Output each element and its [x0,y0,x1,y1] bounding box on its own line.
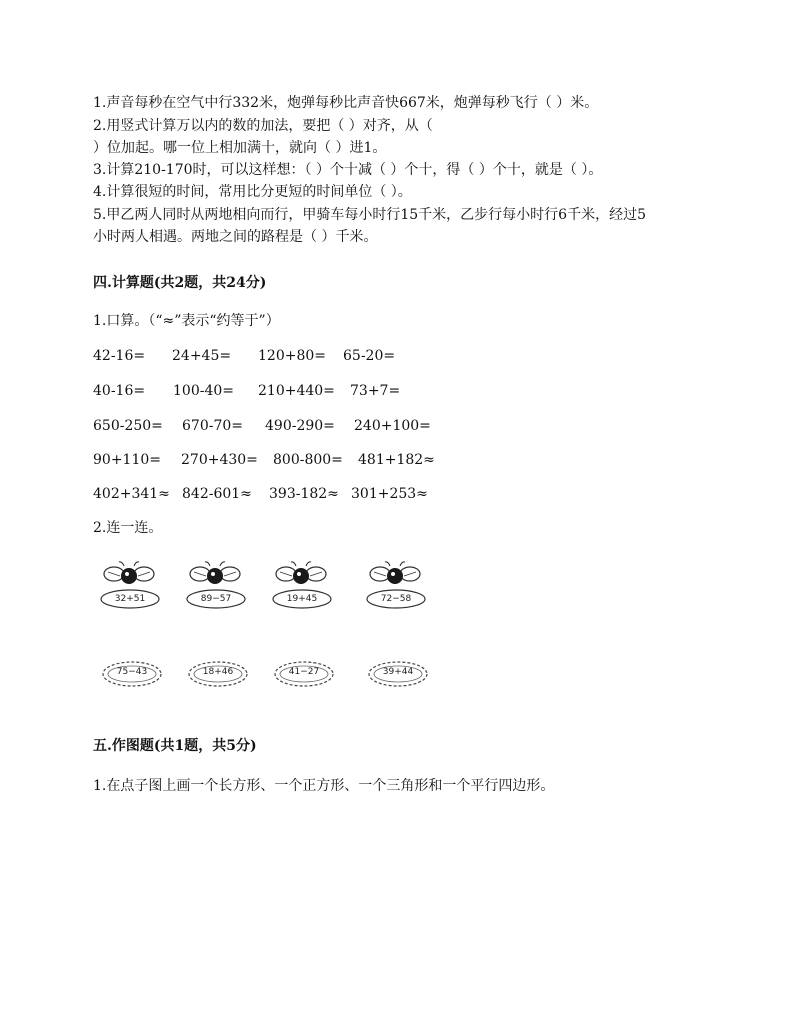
oral-calc-item: 670-70= [182,418,243,434]
fill-blank-q2-line-1: 2.用竖式计算万以内的数的加法，要把（ ）对齐，从（ [93,118,433,134]
bee-expression: 72−58 [380,594,412,604]
connect-label: 2.连一连。 [93,520,163,536]
oral-calc-item: 402+341≈ [93,486,170,502]
section-4-title: 四.计算题(共2题，共24分) [93,275,267,291]
flower-expression: 39+44 [382,667,414,677]
oral-calc-item: 120+80= [258,348,326,364]
fill-blank-q1-line: 1.声音每秒在空气中行332米，炮弹每秒比声音快667米，炮弹每秒飞行（ ）米。 [93,95,599,111]
fill-blank-q5-line-1: 5.甲乙两人同时从两地相向而行，甲骑车每小时行15千米，乙步行每小时行6千米，经过5 [93,207,646,223]
flower-card[interactable] [366,659,430,689]
oral-calc-item: 490-290= [265,418,335,434]
bee-expression: 19+45 [286,594,318,604]
oral-calc-item: 842-601≈ [182,486,252,502]
bee-card[interactable] [98,558,162,610]
oral-calc-item: 40-16= [93,383,146,399]
oral-calc-item: 90+110= [93,452,161,468]
bee-card[interactable] [270,558,334,610]
bee-expression: 32+51 [114,594,146,604]
oral-calc-item: 240+100= [354,418,431,434]
oral-calc-item: 650-250= [93,418,163,434]
oral-calc-item: 73+7= [350,383,401,399]
flower-expression: 41−27 [288,667,320,677]
flower-card[interactable] [100,659,164,689]
section-5-title: 五.作图题(共1题，共5分) [93,738,257,754]
oral-calc-item: 100-40= [173,383,234,399]
flower-expression: 75−43 [116,667,148,677]
bee-card[interactable] [364,558,428,610]
flower-card[interactable] [272,659,336,689]
flower-card[interactable] [186,659,250,689]
oral-calc-item: 800-800= [273,452,343,468]
fill-blank-q2-line-2: ）位加起。哪一位上相加满十，就向（ ）进1。 [93,140,387,156]
oral-calc-item: 65-20= [343,348,396,364]
drawing-task-label: 1.在点子图上画一个长方形、一个正方形、一个三角形和一个平行四边形。 [93,778,555,794]
oral-calc-item: 42-16= [93,348,146,364]
oral-calc-item: 270+430= [181,452,258,468]
oral-calc-item: 393-182≈ [269,486,339,502]
oral-calc-label: 1.口算。（“≈”表示“约等于”） [93,313,280,329]
oral-calc-item: 210+440= [258,383,335,399]
bee-card[interactable] [184,558,248,610]
oral-calc-item: 481+182≈ [358,452,435,468]
flower-expression: 18+46 [202,667,234,677]
fill-blank-q4-line: 4.计算很短的时间，常用比分更短的时间单位（ ）。 [93,184,412,200]
oral-calc-item: 24+45= [172,348,232,364]
bee-expression: 89−57 [200,594,232,604]
oral-calc-item: 301+253≈ [351,486,428,502]
fill-blank-q5-line-2: 小时两人相遇。两地之间的路程是（ ）千米。 [93,229,378,245]
fill-blank-q3-line: 3.计算210-170时，可以这样想：（ ）个十减（ ）个十，得（ ）个十，就是（ ）。 [93,162,603,178]
